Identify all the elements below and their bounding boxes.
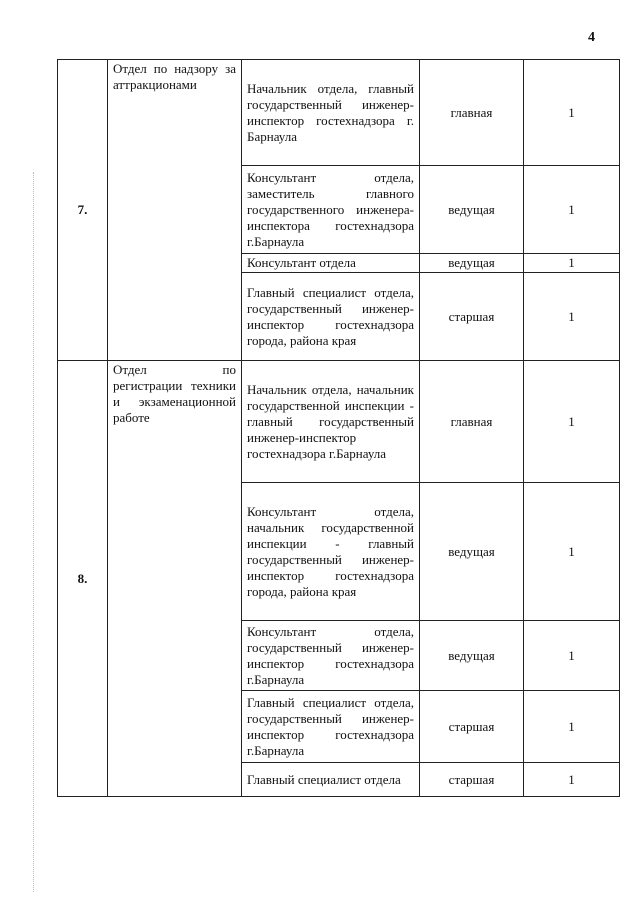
position-title: Консультант отдела, начальник государственной инспекции - главный государственный инженер-инспектор гостехнадзора города, района края — [242, 483, 420, 621]
position-title: Главный специалист отдела, государственный инженер-инспектор гостехнадзора г.Барнаула — [242, 691, 420, 763]
table-row — [58, 361, 620, 483]
position-title: Консультант отдела — [242, 254, 420, 273]
position-count: 1 — [524, 273, 620, 361]
position-category: ведущая — [420, 483, 524, 621]
position-count: 1 — [524, 621, 620, 691]
position-count: 1 — [524, 763, 620, 797]
department-name: Отдел по регистрации техники и экзаменационной работе — [108, 361, 242, 797]
position-title: Консультант отдела, государственный инженер-инспектор гостехнадзора г.Барнаула — [242, 621, 420, 691]
position-title: Начальник отдела, начальник государственной инспекции - главный государственный инженер-инспектор гостехнадзора г.Барнаула — [242, 361, 420, 483]
row-number: 8. — [58, 361, 108, 797]
position-category: старшая — [420, 273, 524, 361]
position-category: главная — [420, 361, 524, 483]
page-number: 4 — [588, 30, 595, 45]
position-title: Главный специалист отдела — [242, 763, 420, 797]
position-category: ведущая — [420, 621, 524, 691]
position-count: 1 — [524, 166, 620, 254]
position-title: Главный специалист отдела, государственный инженер-инспектор гостехнадзора города, района края — [242, 273, 420, 361]
position-category: главная — [420, 60, 524, 166]
margin-dotted-line — [33, 172, 34, 892]
position-count: 1 — [524, 361, 620, 483]
position-title: Консультант отдела, заместитель главного государственного инженера-инспектора гостехнадзора г.Барнаула — [242, 166, 420, 254]
staffing-table — [57, 59, 620, 797]
position-title: Начальник отдела, главный государственный инженер-инспектор гостехнадзора г. Барнаула — [242, 60, 420, 166]
position-count: 1 — [524, 483, 620, 621]
position-count: 1 — [524, 254, 620, 273]
position-category: старшая — [420, 691, 524, 763]
position-category: ведущая — [420, 166, 524, 254]
table-row — [58, 60, 620, 166]
department-name: Отдел по надзору за аттракционами — [108, 60, 242, 361]
position-count: 1 — [524, 60, 620, 166]
row-number: 7. — [58, 60, 108, 361]
position-count: 1 — [524, 691, 620, 763]
position-category: старшая — [420, 763, 524, 797]
position-category: ведущая — [420, 254, 524, 273]
